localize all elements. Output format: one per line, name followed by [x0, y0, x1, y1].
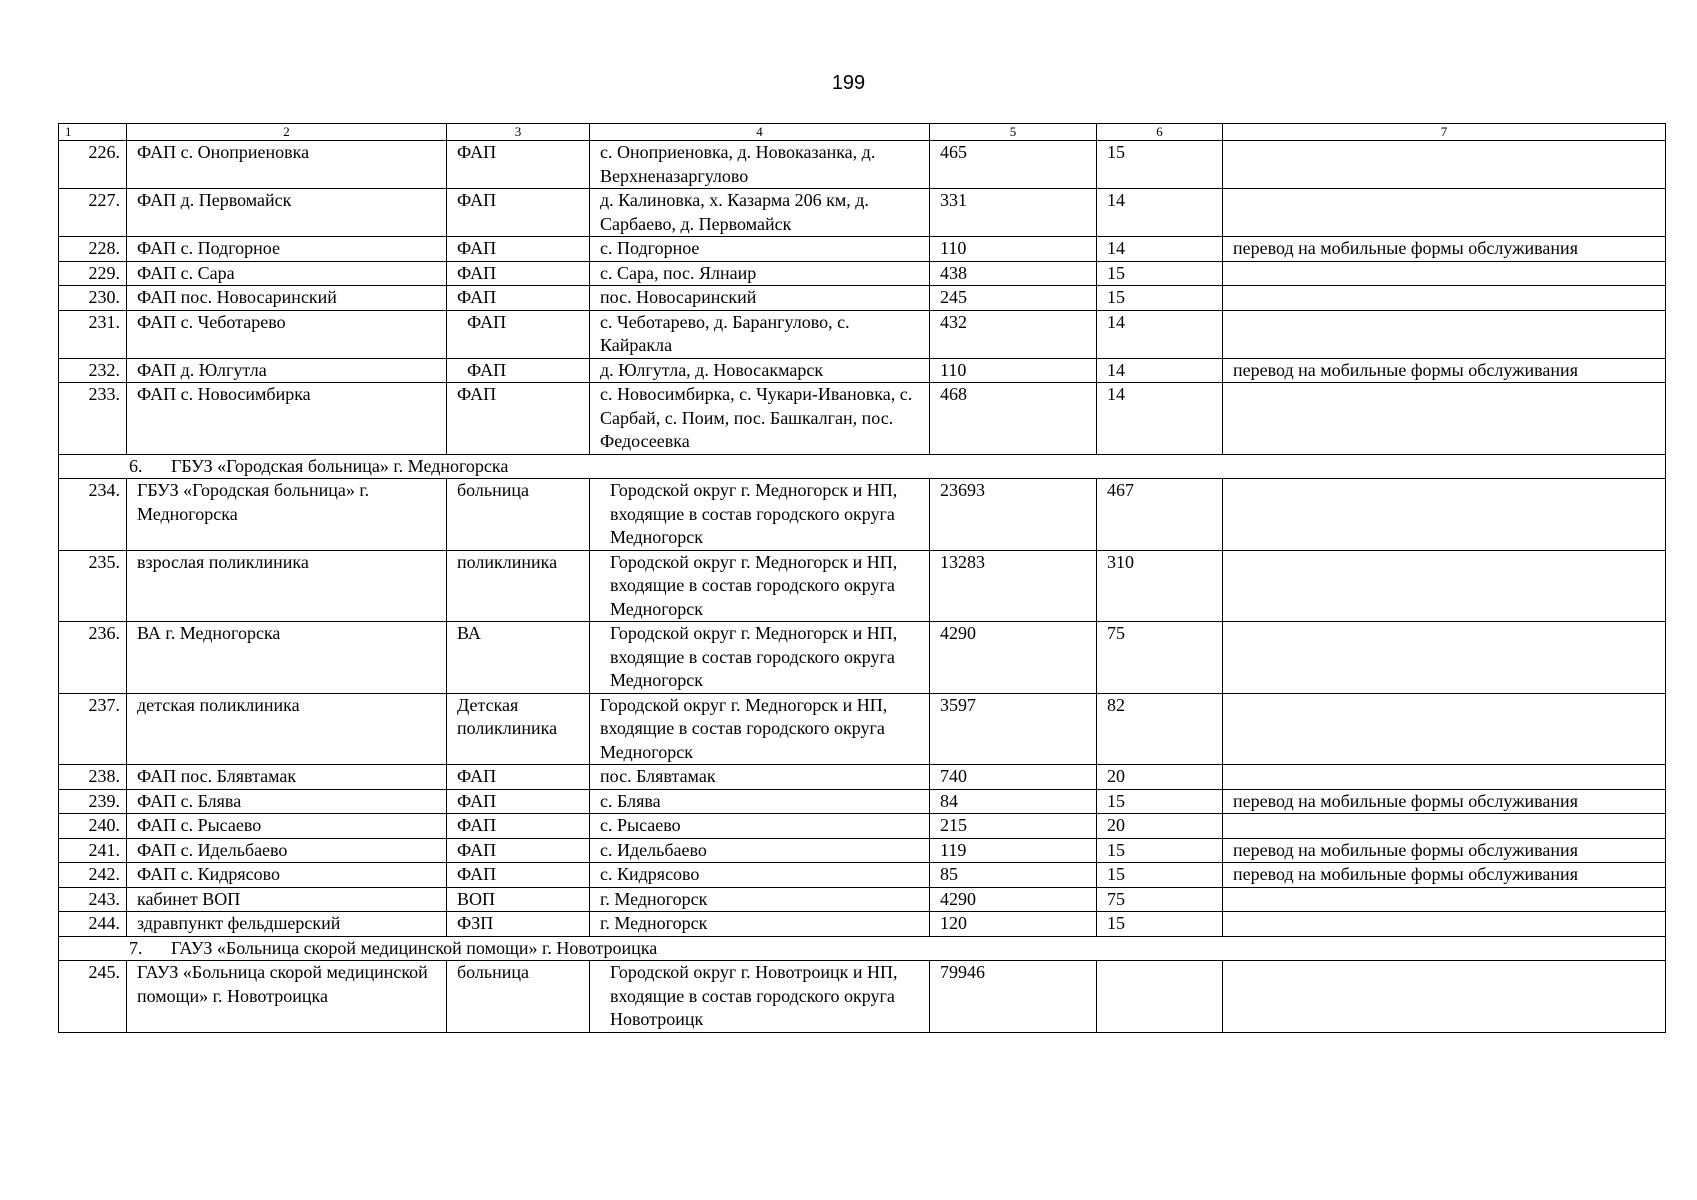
row-number-cell: 239. [59, 789, 127, 814]
row-number-cell: 241. [59, 838, 127, 863]
facility-name-cell: ФАП д. Юлгутла [127, 358, 447, 383]
service-area-cell: с. Подгорное [590, 237, 930, 262]
note-cell [1223, 814, 1666, 839]
col6-value-cell [1097, 961, 1223, 1033]
service-area-cell: Городской округ г. Медногорск и НП, входящие в состав городского округа Медногорск [590, 693, 930, 765]
facility-name-cell: ФАП с. Оноприеновка [127, 141, 447, 189]
col5-value-cell: 432 [930, 310, 1097, 358]
note-cell [1223, 383, 1666, 455]
note-cell [1223, 141, 1666, 189]
facility-name-cell: ФАП пос. Блявтамак [127, 765, 447, 790]
col6-value-cell: 14 [1097, 383, 1223, 455]
service-area-cell: Городской округ г. Медногорск и НП, входящие в состав городского округа Медногорск [590, 479, 930, 551]
note-cell [1223, 912, 1666, 937]
facility-name-cell: ФАП с. Чеботарево [127, 310, 447, 358]
table-row [59, 838, 1666, 863]
col5-value-cell: 438 [930, 261, 1097, 286]
row-number-cell: 233. [59, 383, 127, 455]
facility-type-cell: ФАП [447, 141, 590, 189]
row-number-cell: 232. [59, 358, 127, 383]
facility-type-cell: ФАП [447, 237, 590, 262]
facility-name-cell: ГБУЗ «Городская больница» г. Медногорска [127, 479, 447, 551]
col5-value-cell: 23693 [930, 479, 1097, 551]
facility-name-cell: ФАП с. Подгорное [127, 237, 447, 262]
column-number: 1 [59, 124, 127, 141]
row-number-cell: 244. [59, 912, 127, 937]
row-number-cell: 245. [59, 961, 127, 1033]
column-number-row [59, 124, 1666, 141]
section-heading [59, 936, 1666, 961]
row-number-cell: 242. [59, 863, 127, 888]
facility-type-cell: больница [447, 479, 590, 551]
col6-value-cell: 15 [1097, 912, 1223, 937]
service-area-cell: г. Медногорск [590, 912, 930, 937]
table-row [59, 550, 1666, 622]
row-number-cell: 228. [59, 237, 127, 262]
column-number: 4 [590, 124, 930, 141]
facility-name-cell: ФАП с. Рысаево [127, 814, 447, 839]
column-number: 7 [1223, 124, 1666, 141]
table-row [59, 141, 1666, 189]
row-number-cell: 237. [59, 693, 127, 765]
service-area-cell: с. Кидрясово [590, 863, 930, 888]
col5-value-cell: 79946 [930, 961, 1097, 1033]
table-row [59, 237, 1666, 262]
column-number: 3 [447, 124, 590, 141]
col6-value-cell: 15 [1097, 789, 1223, 814]
service-area-cell: д. Калиновка, х. Казарма 206 км, д. Сарбаево, д. Первомайск [590, 189, 930, 237]
section-number: 7. [129, 937, 143, 958]
col6-value-cell: 15 [1097, 141, 1223, 189]
col6-value-cell: 467 [1097, 479, 1223, 551]
col6-value-cell: 75 [1097, 887, 1223, 912]
service-area-cell: Городской округ г. Медногорск и НП, входящие в состав городского округа Медногорск [590, 550, 930, 622]
service-area-cell: с. Идельбаево [590, 838, 930, 863]
column-number: 2 [127, 124, 447, 141]
service-area-cell: Городской округ г. Медногорск и НП, входящие в состав городского округа Медногорск [590, 622, 930, 694]
service-area-cell: с. Сара, пос. Ялнаир [590, 261, 930, 286]
facility-type-cell: ФАП [447, 838, 590, 863]
col6-value-cell: 14 [1097, 189, 1223, 237]
facility-name-cell: кабинет ВОП [127, 887, 447, 912]
note-cell: перевод на мобильные формы обслуживания [1223, 358, 1666, 383]
facility-type-cell: ФАП [447, 358, 590, 383]
section-row [59, 454, 1666, 479]
col5-value-cell: 245 [930, 286, 1097, 311]
row-number-cell: 227. [59, 189, 127, 237]
facilities-table [58, 123, 1666, 1033]
service-area-cell: с. Рысаево [590, 814, 930, 839]
section-row [59, 936, 1666, 961]
facility-type-cell: ФАП [447, 189, 590, 237]
service-area-cell: д. Юлгутла, д. Новосакмарск [590, 358, 930, 383]
note-cell: перевод на мобильные формы обслуживания [1223, 863, 1666, 888]
note-cell [1223, 693, 1666, 765]
column-number: 5 [930, 124, 1097, 141]
row-number-cell: 229. [59, 261, 127, 286]
service-area-cell: с. Блява [590, 789, 930, 814]
table-row [59, 863, 1666, 888]
col5-value-cell: 4290 [930, 887, 1097, 912]
row-number-cell: 234. [59, 479, 127, 551]
section-title: ГАУЗ «Больница скорой медицинской помощи» г. Новотроицка [171, 937, 658, 958]
col5-value-cell: 4290 [930, 622, 1097, 694]
facility-name-cell: взрослая поликлиника [127, 550, 447, 622]
facility-type-cell: ФАП [447, 383, 590, 455]
facility-name-cell: ФАП д. Первомайск [127, 189, 447, 237]
row-number-cell: 230. [59, 286, 127, 311]
table-row [59, 383, 1666, 455]
col6-value-cell: 14 [1097, 237, 1223, 262]
facility-type-cell: поликлиника [447, 550, 590, 622]
facility-type-cell: Детская поликлиника [447, 693, 590, 765]
service-area-cell: пос. Блявтамак [590, 765, 930, 790]
col5-value-cell: 331 [930, 189, 1097, 237]
service-area-cell: пос. Новосаринский [590, 286, 930, 311]
facility-name-cell: ФАП с. Новосимбирка [127, 383, 447, 455]
table-row [59, 189, 1666, 237]
facility-name-cell: ГАУЗ «Больница скорой медицинской помощи» г. Новотроицка [127, 961, 447, 1033]
note-cell: перевод на мобильные формы обслуживания [1223, 789, 1666, 814]
facility-type-cell: ФАП [447, 261, 590, 286]
col6-value-cell: 14 [1097, 310, 1223, 358]
facility-type-cell: ФЗП [447, 912, 590, 937]
note-cell [1223, 310, 1666, 358]
col5-value-cell: 13283 [930, 550, 1097, 622]
row-number-cell: 231. [59, 310, 127, 358]
facility-name-cell: ФАП с. Кидрясово [127, 863, 447, 888]
col6-value-cell: 15 [1097, 261, 1223, 286]
table-row [59, 961, 1666, 1033]
note-cell [1223, 887, 1666, 912]
section-number: 6. [129, 455, 143, 476]
table-row [59, 310, 1666, 358]
service-area-cell: г. Медногорск [590, 887, 930, 912]
col5-value-cell: 215 [930, 814, 1097, 839]
note-cell [1223, 479, 1666, 551]
facility-name-cell: ФАП с. Идельбаево [127, 838, 447, 863]
col5-value-cell: 740 [930, 765, 1097, 790]
col5-value-cell: 85 [930, 863, 1097, 888]
facility-name-cell: ВА г. Медногорска [127, 622, 447, 694]
facility-name-cell: ФАП пос. Новосаринский [127, 286, 447, 311]
table-row [59, 622, 1666, 694]
facility-type-cell: ФАП [447, 286, 590, 311]
row-number-cell: 240. [59, 814, 127, 839]
table-row [59, 814, 1666, 839]
table-row [59, 912, 1666, 937]
column-number: 6 [1097, 124, 1223, 141]
note-cell [1223, 261, 1666, 286]
col5-value-cell: 3597 [930, 693, 1097, 765]
table-row [59, 358, 1666, 383]
col6-value-cell: 75 [1097, 622, 1223, 694]
col5-value-cell: 120 [930, 912, 1097, 937]
col6-value-cell: 15 [1097, 286, 1223, 311]
row-number-cell: 235. [59, 550, 127, 622]
col6-value-cell: 15 [1097, 863, 1223, 888]
note-cell [1223, 550, 1666, 622]
note-cell: перевод на мобильные формы обслуживания [1223, 237, 1666, 262]
col6-value-cell: 14 [1097, 358, 1223, 383]
col5-value-cell: 110 [930, 358, 1097, 383]
row-number-cell: 238. [59, 765, 127, 790]
note-cell [1223, 622, 1666, 694]
note-cell [1223, 961, 1666, 1033]
section-title: ГБУЗ «Городская больница» г. Медногорска [171, 455, 509, 476]
col6-value-cell: 15 [1097, 838, 1223, 863]
facility-type-cell: ВА [447, 622, 590, 694]
service-area-cell: Городской округ г. Новотроицк и НП, входящие в состав городского округа Новотроицк [590, 961, 930, 1033]
row-number-cell: 243. [59, 887, 127, 912]
facility-name-cell: ФАП с. Блява [127, 789, 447, 814]
service-area-cell: с. Чеботарево, д. Барангулово, с. Кайракла [590, 310, 930, 358]
table-row [59, 286, 1666, 311]
note-cell: перевод на мобильные формы обслуживания [1223, 838, 1666, 863]
col5-value-cell: 119 [930, 838, 1097, 863]
col5-value-cell: 110 [930, 237, 1097, 262]
row-number-cell: 226. [59, 141, 127, 189]
table-body [59, 124, 1666, 1033]
col6-value-cell: 82 [1097, 693, 1223, 765]
facility-type-cell: ВОП [447, 887, 590, 912]
service-area-cell: с. Оноприеновка, д. Новоказанка, д. Верхненазаргулово [590, 141, 930, 189]
col6-value-cell: 310 [1097, 550, 1223, 622]
table-row [59, 887, 1666, 912]
col6-value-cell: 20 [1097, 765, 1223, 790]
note-cell [1223, 765, 1666, 790]
col5-value-cell: 465 [930, 141, 1097, 189]
table-row [59, 789, 1666, 814]
table-row [59, 479, 1666, 551]
facility-type-cell: ФАП [447, 814, 590, 839]
service-area-cell: с. Новосимбирка, с. Чукари-Ивановка, с. Сарбай, с. Поим, пос. Башкалган, пос. Федосеевка [590, 383, 930, 455]
note-cell [1223, 189, 1666, 237]
table-row [59, 765, 1666, 790]
col5-value-cell: 84 [930, 789, 1097, 814]
facility-type-cell: больница [447, 961, 590, 1033]
row-number-cell: 236. [59, 622, 127, 694]
col5-value-cell: 468 [930, 383, 1097, 455]
col6-value-cell: 20 [1097, 814, 1223, 839]
facility-name-cell: ФАП с. Сара [127, 261, 447, 286]
table-row [59, 693, 1666, 765]
facility-name-cell: детская поликлиника [127, 693, 447, 765]
facility-type-cell: ФАП [447, 863, 590, 888]
facility-name-cell: здравпункт фельдшерский [127, 912, 447, 937]
section-heading [59, 454, 1666, 479]
note-cell [1223, 286, 1666, 311]
page-number: 199 [831, 72, 866, 94]
table-row [59, 261, 1666, 286]
facility-type-cell: ФАП [447, 789, 590, 814]
facility-type-cell: ФАП [447, 310, 590, 358]
facility-type-cell: ФАП [447, 765, 590, 790]
